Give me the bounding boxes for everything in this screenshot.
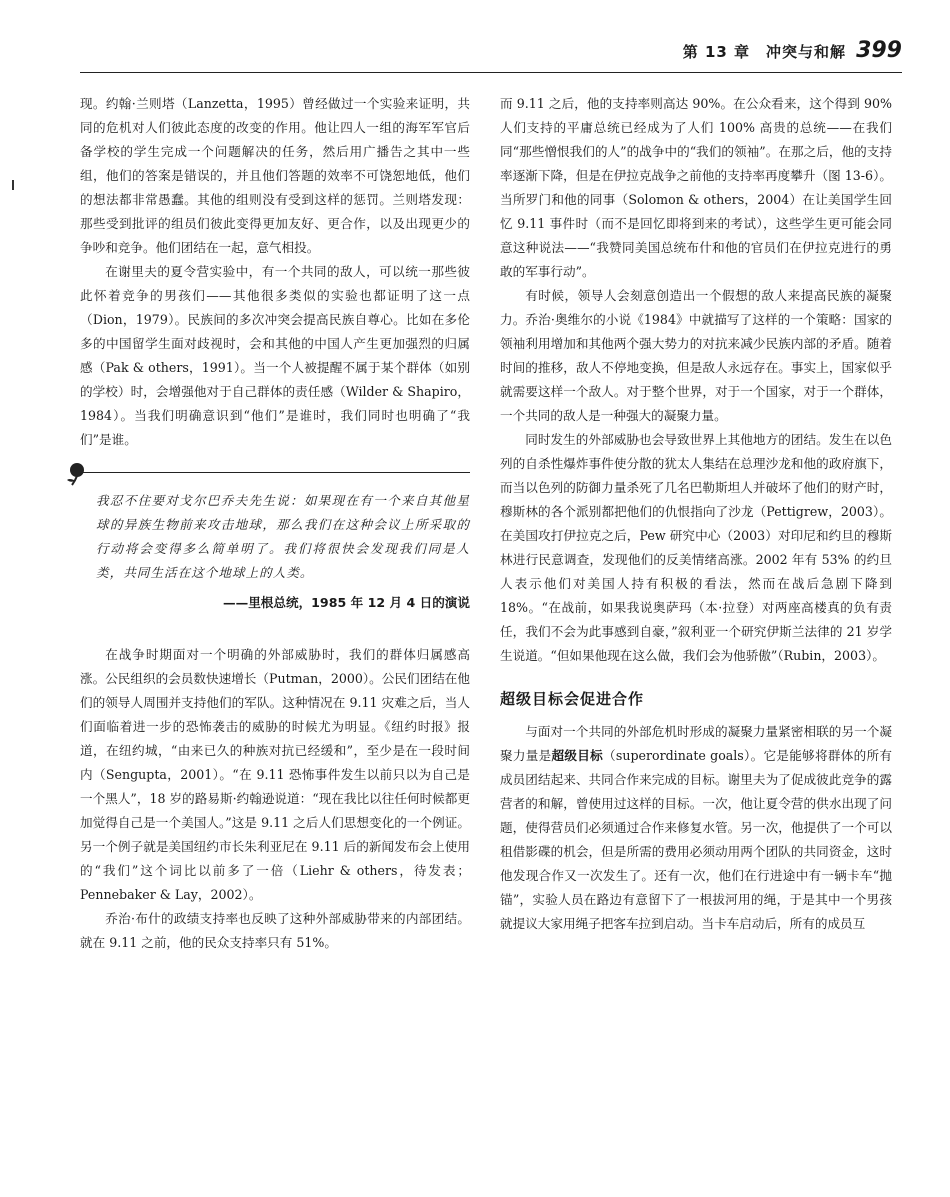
left-paragraph-2: 在谢里夫的夏令营实验中，有一个共同的敌人，可以统一那些彼此怀着竞争的男孩们——其他很多类似的实验也都证明了这一点（Dion，1979）。民族间的多次冲突会提高民族自尊心。比如在多伦多的中国留学生面对歧视时，会和其他的中国人产生更加强烈的归属感（Pak & others，1991）。当一个人被提醒不属于某个群体（如别的学校）时，会增强他对于自己群体的责任感（Wilder & Shapiro，1984）。当我们明确意识到“他们”是谁时，我们同时也明确了“我们”是谁。 (80, 264, 470, 447)
right-paragraph-4 (500, 720, 892, 936)
left-paragraph-4: 乔治·布什的政绩支持率也反映了这种外部威胁带来的内部团结。就在 9.11 之前，他的民众支持率只有 51%。 (80, 911, 470, 950)
chapter-label: 第 13 章 冲突与和解 (682, 43, 847, 61)
right-paragraph-2: 有时候，领导人会刻意创造出一个假想的敌人来提高民族的凝聚力。乔治·奥维尔的小说《1984》中就描写了这样的一个策略：国家的领袖利用增加和其他两个强大势力的对抗来减少民族内部的矛盾。随着时间的推移，敌人不停地变换，但是敌人永远存在。事实上，国家似乎就需要这样一个敌人。对于整个世界，对于一个国家，对于一个群体，一个共同的敌人是一种强大的凝聚力量。 (500, 288, 892, 423)
page-number: 399 (856, 38, 902, 63)
quote-box (80, 472, 470, 615)
term-superordinate-goals: 超级目标 (551, 748, 604, 763)
p4-rest-text: （superordinate goals）。它是能够将群体的所有成员团结起来、共同合作来完成的目标。谢里夫为了促成彼此竞争的露营者的和解，曾使用过这样的目标。一次，他让夏令营的供水出现了问题，使得营员们必须通过合作来修复水管。另一次，他提供了一个可以租借影碟的机会，但是所需的费用必须动用两个团队的共同资金，这时他发现合作又一次发生了。还有一次，他们在行进途中有一辆卡车“抛锚”，实验人员在路边有意留下了一根拔河用的绳，于是其中一个男孩就提议大家用绳子把客车拉到启动。当卡车启动后，所有的成员互 (500, 748, 893, 931)
quote-text: 我忍不住要对戈尔巴乔夫先生说：如果现在有一个来自其他星球的异族生物前来攻击地球，那么我们在这种会议上所采取的行动将会变得多么简单明了。我们将很快会发现我们同是人类，共同生活在这个地球上的人类。 (96, 493, 470, 580)
header-rule (80, 72, 902, 73)
p4-lead-text: 与面对一个共同的外部危机时形成的凝聚力量紧密相联的另一个凝聚力量是 (500, 724, 892, 763)
left-column (80, 92, 470, 955)
margin-mark (12, 180, 14, 190)
quote-attribution: ——里根总统，1985 年 12 月 4 日的演说 (223, 595, 470, 610)
running-header (683, 38, 902, 63)
right-paragraph-1: 而 9.11 之后，他的支持率则高达 90%。在公众看来，这个得到 90% 人们支持的平庸总统已经成为了人们 100% 高贵的总统——在我们同“那些憎恨我们的人”的战争中的“我们的领袖”。在那之后，他的支持率逐渐下降，但是在伊拉克战争之前他的支持率再度攀升（图 13-6）。当所罗门和他的同事（Solomon & others，2004）在让美国学生回忆 9.11 事件时（而不是回忆即将到来的考试），这些学生更可能会同意这种说法——“我赞同美国总统布什和他的官员们在伊拉克进行的勇敢的军事行动”。 (500, 96, 892, 279)
section-heading: 超级目标会促进合作 (500, 690, 645, 708)
left-paragraph-1: 现。约翰·兰则塔（Lanzetta，1995）曾经做过一个实验来证明，共同的危机对人们彼此态度的改变的作用。他让四人一组的海军军官后备学校的学生完成一个问题解决的任务，然后用广播告之其中一些组，他们的答案是错误的，并且他们答题的效率不可饶恕地低，他们的想法都非常愚蠢。其他的组则没有受到这样的惩罚。兰则塔发现：那些受到批评的组员们彼此变得更加友好、更合作，以及出现更少的争吵和竞争。他们团结在一起，意气相投。 (80, 96, 470, 255)
quote-flower-icon (64, 461, 90, 487)
right-column (500, 92, 892, 936)
right-paragraph-3: 同时发生的外部威胁也会导致世界上其他地方的团结。发生在以色列的自杀性爆炸事件使分散的犹太人集结在总理沙龙和他的政府旗下，而当以色列的防御力量杀死了几名巴勒斯坦人并破坏了他们的财产时，穆斯林的各个派别都把他们的仇恨指向了沙龙（Pettigrew，2003）。在美国攻打伊拉克之后，Pew 研究中心（2003）对印尼和约旦的穆斯林进行民意调查，发现他们的反美情绪高涨。2002 年有 53% 的约旦人表示他们对美国人持有积极的看法，然而在战后急剧下降到 18%。“在战前，如果我说奥萨玛（本·拉登）对两座高楼真的负有责任，我们不会为此事感到自豪，”叙利亚一个研究伊斯兰法律的 21 岁学生说道。“但如果他现在这么做，我们会为他骄傲”（Rubin，2003）。 (500, 432, 892, 663)
left-paragraph-3: 在战争时期面对一个明确的外部威胁时，我们的群体归属感高涨。公民组织的会员数快速增长（Putman，2000）。公民们团结在他们的领导人周围并支持他们的军队。这种情况在 9.11 灾难之后，当人们面临着进一步的恐怖袭击的威胁的时候尤为明显。《纽约时报》报道，在纽约城，“由来已久的种族对抗已经缓和”，至少是在一段时间内（Sengupta，2001）。“在 9.11 恐怖事件发生以前只以为自己是一个黑人”，18 岁的路易斯·约翰逊说道：“现在我比以往任何时候都更加觉得自己是一个美国人。”这是 9.11 之后人们思想变化的一个例证。另一个例子就是美国纽约市长朱利亚尼在 9.11 后的新闻发布会上使用的“我们”这个词比以前多了一倍（Liehr & others，待发表；Pennebaker & Lay，2002）。 (80, 647, 470, 902)
